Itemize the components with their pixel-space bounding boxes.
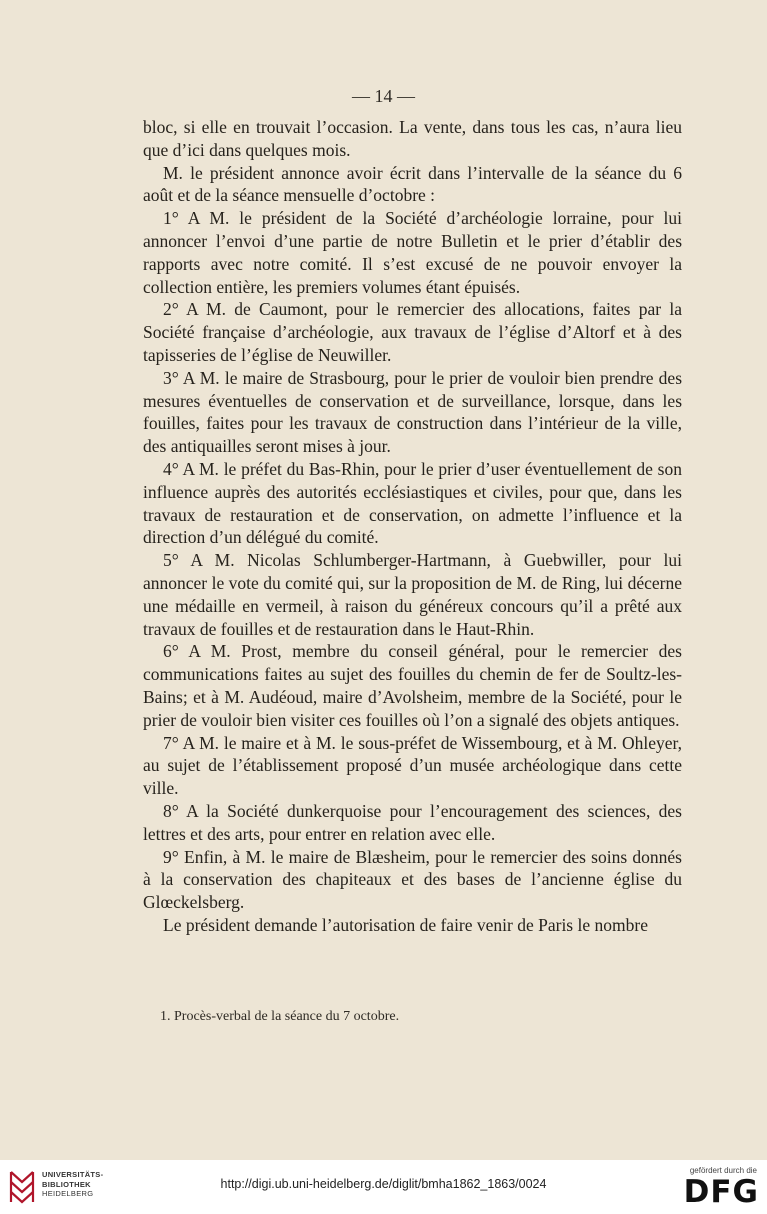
dfg-logo: DFG: [683, 1174, 759, 1210]
paragraph: 6° A M. Prost, membre du conseil général, pour le remercier des communications faites au sujet des fouilles du chemin de fer de Soultz-les-Bains; et à M. Audéoud, maire d’Avolsheim, membre de la Société, pour le prier de vouloir bien visiter ces fouilles où l’on a signalé des objets antiques.: [143, 641, 682, 730]
paragraph: 3° A M. le maire de Strasbourg, pour le prier de vouloir bien prendre des mesures éventuelles de conservation et de surveillance, lorsque, dans les fouilles, faites pour les travaux de construction dans l’intérieur de la ville, des antiquailles seront mises à jour.: [143, 367, 682, 457]
institution-line: BIBLIOTHEK: [42, 1179, 91, 1189]
viewer-footer: [0, 1160, 767, 1214]
paragraph: 5° A M. Nicolas Schlumberger-Hartmann, à Guebwiller, pour lui annoncer le vote du comité qui, sur la proposition de M. de Ring, lui décerne une médaille en vermeil, à raison du généreux concours qu’il a prêté aux travaux de fouilles et de restauration dans le Haut-Rhin.: [143, 550, 682, 639]
paragraph: Le président demande l’autorisation de faire venir de Paris le nombre: [163, 914, 648, 935]
paragraph: 1° A M. le président de la Société d’archéologie lorraine, pour lui annoncer l’envoi d’une partie de notre Bulletin et le prier d’établir des rapports avec notre comité. Il s’est excusé de ne pouvoir envoyer la collection entière, les premiers volumes étant épuisés.: [143, 208, 682, 297]
page-number: — 14 —: [352, 86, 415, 106]
institution-line: HEIDELBERG: [42, 1189, 94, 1198]
permalink[interactable]: http://digi.ub.uni-heidelberg.de/diglit/bmha1862_1863/0024: [220, 1177, 547, 1191]
paragraph: 8° A la Société dunkerquoise pour l’encouragement des sciences, des lettres et des arts, pour entrer en relation avec elle.: [143, 800, 682, 844]
paragraph: 9° Enfin, à M. le maire de Blæsheim, pour le remercier des soins donnés à la conservation des chapiteaux et des bases de l’ancienne église du Glœckelsberg.: [143, 846, 682, 913]
paragraph: 4° A M. le préfet du Bas-Rhin, pour le prier d’user éventuellement de son influence auprès des autorités ecclésiastiques et civiles, pour que, dans les travaux de restauration et de conservation, on admette l’influence et la direction d’un délégué du comité.: [143, 458, 682, 548]
paragraph: 7° A M. le maire et à M. le sous-préfet de Wissembourg, et à M. Ohleyer, au sujet de l’établissement proposé d’un musée archéologique dans cette ville.: [143, 732, 682, 799]
paragraph: M. le président annonce avoir écrit dans l’intervalle de la séance du 6 août et de la séance mensuelle d’octobre :: [143, 162, 682, 206]
body-text: [143, 116, 682, 937]
institution-line: UNIVERSITÄTS-: [42, 1170, 104, 1179]
paragraph: 2° A M. de Caumont, pour le remercier des allocations, faites par la Société française d’archéologie, aux travaux de l’église d’Altorf et à des tapisseries de l’église de Neuwiller.: [143, 299, 682, 365]
footnote: 1. Procès-verbal de la séance du 7 octobre.: [160, 1009, 400, 1024]
paragraph: bloc, si elle en trouvait l’occasion. La vente, dans tous les cas, n’aura lieu que d’ici dans quelques mois.: [143, 117, 682, 160]
sponsor-label: gefördert durch die: [689, 1166, 757, 1175]
